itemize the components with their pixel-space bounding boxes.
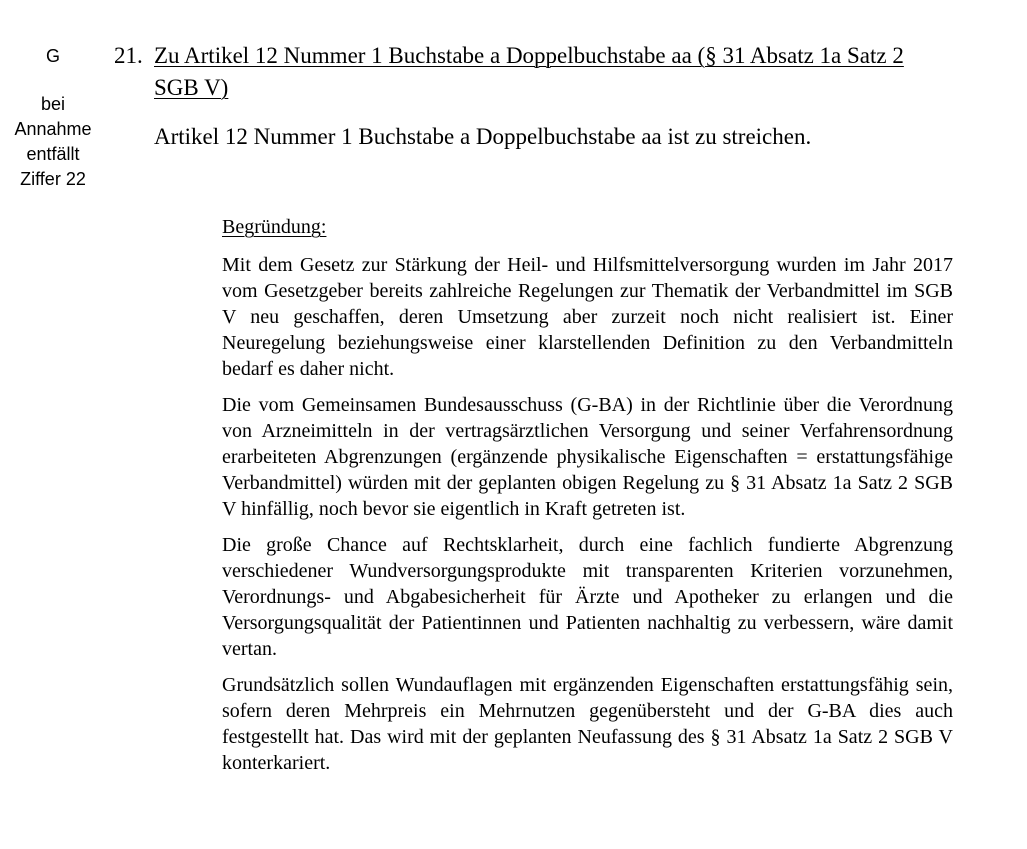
margin-note-letter: G: [45, 46, 60, 66]
margin-note-line: Annahme: [14, 119, 92, 139]
item-number: 21.: [114, 43, 143, 68]
reasoning-paragraph: Mit dem Gesetz zur Stärkung der Heil- und Hilfsmittelversorgung wurden im Jahr 2017 vom Gesetzgeber bereits zahlreiche Regelungen zur Thematik der Verbandmittel im SGB V neu geschaffen, deren Umsetzung aber zurzeit noch nicht realisiert ist. Einer Neuregelung beziehungsweise einer klarstellenden Definition zu den Verbandmitteln bedarf es daher nicht.: [222, 254, 953, 380]
margin-note-line: Ziffer 22: [20, 169, 86, 189]
reasoning-paragraph: Grundsätzlich sollen Wundauflagen mit ergänzenden Eigenschaften erstattungsfähig sein, sofern deren Mehrpreis ein Mehrnutzen gegenübersteht und der G-BA dies auch festgestellt hat. Das wird mit der geplanten Neufassung des § 31 Absatz 1a Satz 2 SGB V konterkariert.: [222, 674, 953, 774]
amendment-item: [114, 40, 914, 153]
margin-note-line: bei: [40, 94, 66, 114]
item-instruction: Artikel 12 Nummer 1 Buchstabe a Doppelbuchstabe aa ist zu streichen.: [154, 124, 812, 149]
reasoning-heading: Begründung:: [222, 216, 327, 238]
reasoning-section: [222, 214, 953, 786]
item-title: Zu Artikel 12 Nummer 1 Buchstabe a Doppelbuchstabe aa (§ 31 Absatz 1a Satz 2 SGB V): [154, 43, 904, 100]
reasoning-paragraph: Die große Chance auf Rechtsklarheit, durch eine fachlich fundierte Abgrenzung verschiedener Wundversorgungsprodukte mit transparenten Kriterien vorzunehmen, Verordnungs- und Abgabesicherheit für Ärzte und Apotheker zu erlangen und die Versorgungsqualität der Patientinnen und Patienten nachhaltig zu verbessern, wäre damit vertan.: [222, 534, 953, 660]
reasoning-paragraph: Die vom Gemeinsamen Bundesausschuss (G-BA) in der Richtlinie über die Verordnung von Arzneimitteln in der vertragsärztlichen Versorgung und seiner Verfahrensordnung erarbeiteten Abgrenzungen (ergänzende physikalische Eigenschaften = erstattungsfähige Verbandmittel) würden mit der geplanten obigen Regelung zu § 31 Absatz 1a Satz 2 SGB V hinfällig, noch bevor sie eigentlich in Kraft getreten ist.: [222, 394, 953, 520]
margin-note-line: entfällt: [26, 144, 80, 164]
margin-note: [0, 44, 106, 192]
